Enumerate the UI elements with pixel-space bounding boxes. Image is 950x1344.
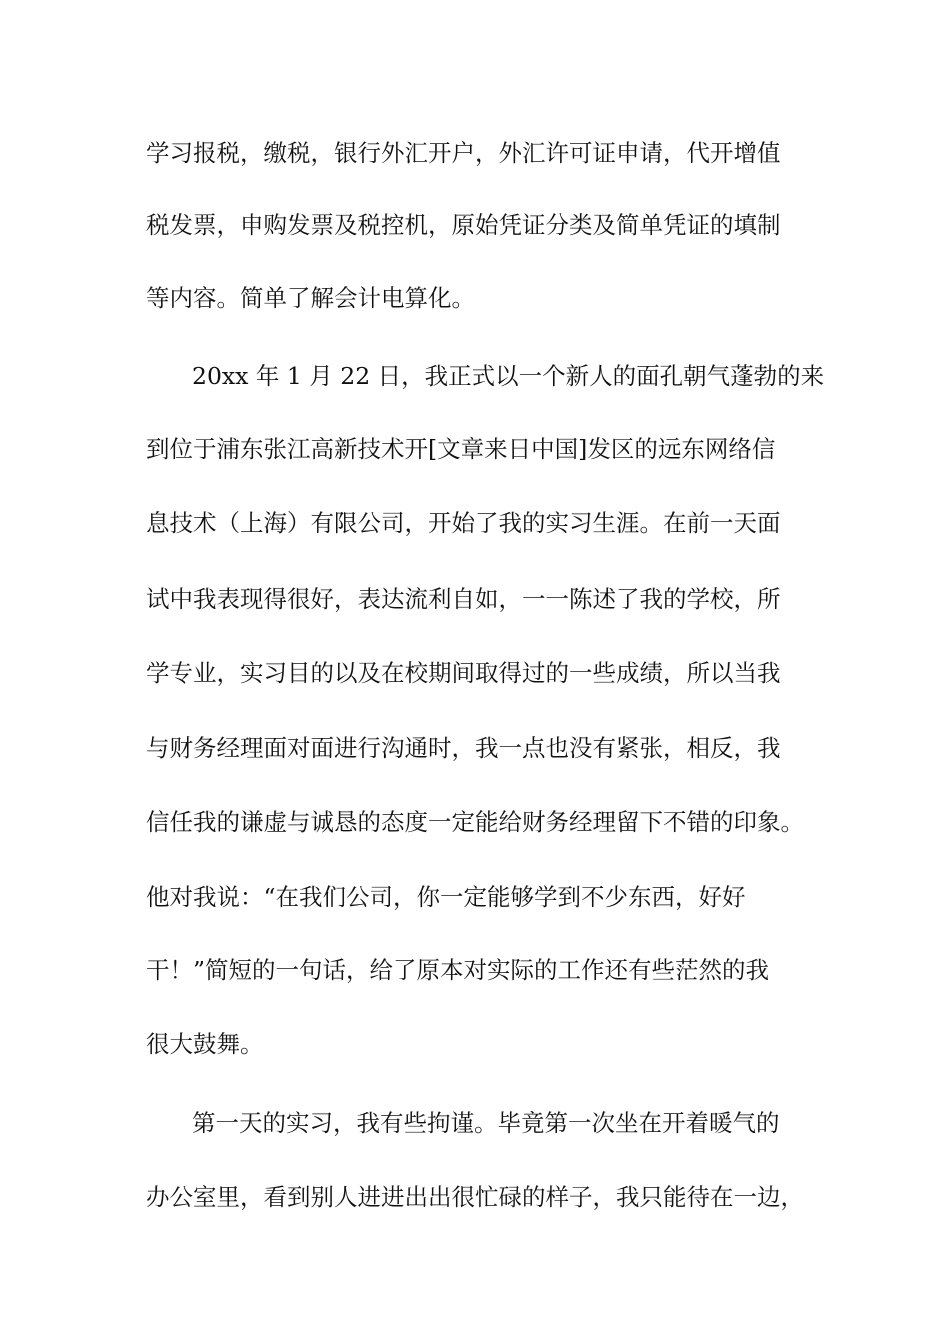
text-line: 税发票，申购发票及税控机，原始凭证分类及简单凭证的填制: [146, 211, 781, 239]
text-line: 与财务经理面对面进行沟通时，我一点也没有紧张，相反，我: [146, 734, 781, 762]
text-line: 办公室里，看到别人进进出出很忙碌的样子，我只能待在一边，: [146, 1183, 804, 1211]
paragraph-first-line: 第一天的实习，我有些拘谨。毕竟第一次坐在开着暖气的: [192, 1109, 780, 1137]
text-line: 试中我表现得很好，表达流利自如，一一陈述了我的学校，所: [146, 585, 781, 613]
paragraph-first-line: 20xx 年 1 月 22 日，我正式以一个新人的面孔朝气蓬勃的来: [192, 362, 825, 390]
text-line: 到位于浦东张江高新技术开[文章来日中国]发区的远东网络信: [146, 435, 776, 463]
text-line: 学专业，实习目的以及在校期间取得过的一些成绩，所以当我: [146, 659, 781, 687]
text-line: 他对我说：“在我们公司，你一定能够学到不少东西，好好: [146, 883, 746, 911]
text-line: 信任我的谦虚与诚恳的态度一定能给财务经理留下不错的印象。: [146, 808, 804, 836]
text-line: 等内容。简单了解会计电算化。: [146, 284, 475, 312]
text-line: 学习报税，缴税，银行外汇开户，外汇许可证申请，代开增值: [146, 139, 781, 167]
text-line: 很大鼓舞。: [146, 1030, 264, 1058]
text-line: 息技术（上海）有限公司，开始了我的实习生涯。在前一天面: [146, 509, 781, 537]
text-line: 干！”简短的一句话，给了原本对实际的工作还有些茫然的我: [146, 956, 770, 984]
